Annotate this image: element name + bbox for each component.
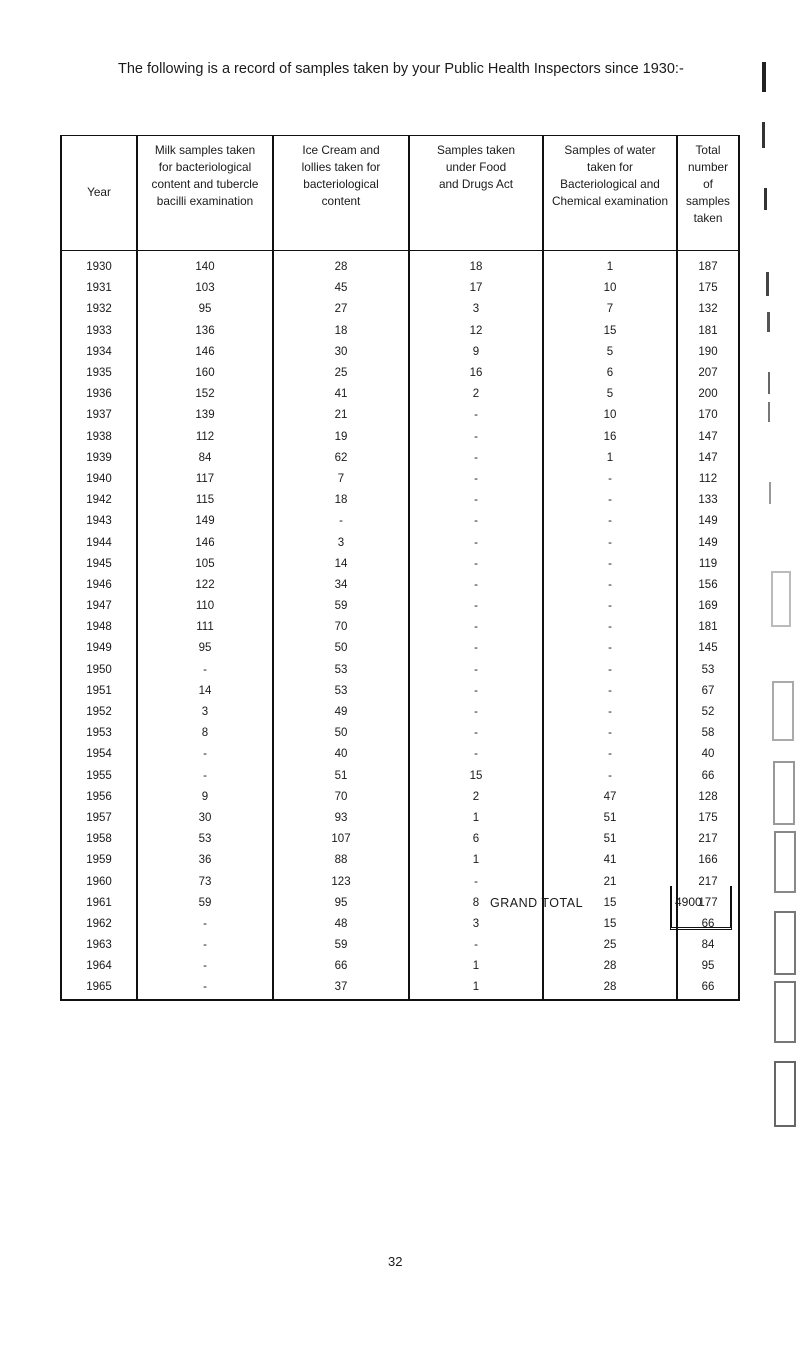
cell-milk: 36 (137, 850, 273, 871)
cell-total: 187 (677, 251, 739, 279)
cell-milk: 53 (137, 829, 273, 850)
header-milk (137, 136, 273, 251)
cell-milk: - (137, 766, 273, 787)
cell-year: 1963 (61, 935, 137, 956)
table-row (61, 660, 739, 681)
header-milk-line: content and tubercle (151, 177, 259, 191)
cell-water: 5 (543, 384, 677, 405)
table-row (61, 977, 739, 999)
table-row (61, 935, 739, 956)
cell-milk: 3 (137, 702, 273, 723)
cell-total: 175 (677, 278, 739, 299)
cell-food-drugs: - (409, 532, 543, 553)
cell-year: 1940 (61, 469, 137, 490)
cell-ice-cream: 7 (273, 469, 409, 490)
cell-total: 170 (677, 405, 739, 426)
cell-water: - (543, 744, 677, 765)
cell-total: 67 (677, 681, 739, 702)
table-row (61, 251, 739, 279)
cell-food-drugs: 12 (409, 321, 543, 342)
cell-total: 84 (677, 935, 739, 956)
cell-total: 112 (677, 469, 739, 490)
table-row (61, 744, 739, 765)
table-row (61, 448, 739, 469)
cell-year: 1938 (61, 427, 137, 448)
cell-year: 1955 (61, 766, 137, 787)
cell-year: 1945 (61, 554, 137, 575)
cell-water: - (543, 702, 677, 723)
cell-total: 40 (677, 744, 739, 765)
cell-milk: 149 (137, 511, 273, 532)
cell-water: 28 (543, 977, 677, 999)
cell-food-drugs: 1 (409, 956, 543, 977)
intro-text: The following is a record of samples taken by your Public Health Inspectors since 1930:- (118, 61, 684, 77)
cell-ice-cream: 30 (273, 342, 409, 363)
cell-ice-cream: 48 (273, 914, 409, 935)
table-row (61, 766, 739, 787)
cell-ice-cream: 27 (273, 299, 409, 320)
cell-food-drugs: - (409, 638, 543, 659)
cell-year: 1964 (61, 956, 137, 977)
cell-milk: 122 (137, 575, 273, 596)
cell-food-drugs: 17 (409, 278, 543, 299)
cell-ice-cream: 123 (273, 871, 409, 892)
header-ice-line: bacteriological (303, 177, 379, 191)
cell-water: 1 (543, 251, 677, 279)
cell-ice-cream: 88 (273, 850, 409, 871)
cell-water: 51 (543, 808, 677, 829)
table-row (61, 681, 739, 702)
cell-water: - (543, 469, 677, 490)
header-ice-line: lollies taken for (301, 160, 381, 174)
cell-water: - (543, 596, 677, 617)
cell-milk: 115 (137, 490, 273, 511)
grand-total-label: GRAND TOTAL (490, 896, 584, 910)
cell-milk: 8 (137, 723, 273, 744)
cell-food-drugs: - (409, 617, 543, 638)
cell-food-drugs: - (409, 596, 543, 617)
cell-total: 66 (677, 766, 739, 787)
header-total (677, 136, 739, 251)
cell-total: 149 (677, 511, 739, 532)
cell-year: 1948 (61, 617, 137, 638)
header-food-line: Samples taken (436, 143, 516, 157)
cell-food-drugs: 15 (409, 766, 543, 787)
header-ice-line: Ice Cream and (302, 143, 380, 157)
header-food-line: under Food (445, 160, 507, 174)
header-food-drugs (409, 136, 543, 251)
cell-food-drugs: - (409, 427, 543, 448)
cell-food-drugs: 2 (409, 384, 543, 405)
cell-ice-cream: 45 (273, 278, 409, 299)
cell-ice-cream: 62 (273, 448, 409, 469)
cell-year: 1950 (61, 660, 137, 681)
cell-water: - (543, 554, 677, 575)
header-ice-line: content (321, 194, 361, 208)
cell-milk: - (137, 977, 273, 999)
table-row (61, 617, 739, 638)
cell-year: 1947 (61, 596, 137, 617)
cell-ice-cream: 95 (273, 893, 409, 914)
cell-total: 181 (677, 321, 739, 342)
header-food-line: and Drugs Act (438, 177, 514, 191)
table-row (61, 723, 739, 744)
table-row (61, 808, 739, 829)
cell-milk: 112 (137, 427, 273, 448)
table-row (61, 469, 739, 490)
cell-milk: - (137, 935, 273, 956)
cell-ice-cream: 41 (273, 384, 409, 405)
cell-ice-cream: 40 (273, 744, 409, 765)
header-water-line: taken for (587, 160, 633, 174)
cell-milk: - (137, 660, 273, 681)
cell-total: 52 (677, 702, 739, 723)
grand-total-section (0, 886, 800, 936)
cell-water: 15 (543, 321, 677, 342)
cell-milk: 136 (137, 321, 273, 342)
cell-water: - (543, 766, 677, 787)
cell-total: 128 (677, 787, 739, 808)
cell-food-drugs: 6 (409, 829, 543, 850)
cell-ice-cream: 37 (273, 977, 409, 999)
table-row (61, 321, 739, 342)
cell-water: 51 (543, 829, 677, 850)
cell-ice-cream: 50 (273, 638, 409, 659)
cell-total: 181 (677, 617, 739, 638)
header-total-line: number (688, 160, 728, 174)
table-row (61, 299, 739, 320)
cell-water: 15 (543, 914, 677, 935)
cell-ice-cream: 107 (273, 829, 409, 850)
cell-ice-cream: 66 (273, 956, 409, 977)
header-water-line: Bacteriological and (560, 177, 660, 191)
cell-milk: 9 (137, 787, 273, 808)
cell-ice-cream: 14 (273, 554, 409, 575)
cell-food-drugs: - (409, 554, 543, 575)
cell-year: 1933 (61, 321, 137, 342)
cell-milk: 139 (137, 405, 273, 426)
table-row (61, 490, 739, 511)
cell-milk: 59 (137, 893, 273, 914)
cell-food-drugs: - (409, 575, 543, 596)
cell-milk: 146 (137, 342, 273, 363)
cell-milk: 14 (137, 681, 273, 702)
cell-milk: 140 (137, 251, 273, 279)
cell-total: 147 (677, 427, 739, 448)
cell-food-drugs: - (409, 871, 543, 892)
cell-water: 28 (543, 956, 677, 977)
table-row (61, 596, 739, 617)
cell-ice-cream: 93 (273, 808, 409, 829)
cell-year: 1965 (61, 977, 137, 999)
cell-year: 1937 (61, 405, 137, 426)
cell-water: - (543, 660, 677, 681)
table-row (61, 702, 739, 723)
cell-food-drugs: 1 (409, 808, 543, 829)
header-total-line: taken (693, 211, 723, 225)
cell-food-drugs: - (409, 935, 543, 956)
cell-ice-cream: 18 (273, 321, 409, 342)
cell-food-drugs: 18 (409, 251, 543, 279)
cell-milk: 160 (137, 363, 273, 384)
header-year: Year (61, 136, 137, 251)
cell-food-drugs: 16 (409, 363, 543, 384)
cell-ice-cream: 53 (273, 681, 409, 702)
cell-year: 1935 (61, 363, 137, 384)
cell-ice-cream: 34 (273, 575, 409, 596)
cell-water: 41 (543, 850, 677, 871)
cell-water: 10 (543, 405, 677, 426)
header-ice-cream (273, 136, 409, 251)
cell-food-drugs: - (409, 448, 543, 469)
cell-year: 1957 (61, 808, 137, 829)
cell-year: 1936 (61, 384, 137, 405)
cell-year: 1932 (61, 299, 137, 320)
table-row (61, 405, 739, 426)
cell-milk: 110 (137, 596, 273, 617)
table-row (61, 511, 739, 532)
header-total-line: Total (695, 143, 721, 157)
cell-year: 1939 (61, 448, 137, 469)
header-milk-line: Milk samples taken (154, 143, 256, 157)
cell-water: 21 (543, 871, 677, 892)
page-number: 32 (388, 1254, 403, 1269)
cell-ice-cream: 59 (273, 596, 409, 617)
cell-total: 53 (677, 660, 739, 681)
cell-total: 175 (677, 808, 739, 829)
cell-total: 217 (677, 829, 739, 850)
cell-total: 133 (677, 490, 739, 511)
cell-year: 1931 (61, 278, 137, 299)
cell-year: 1951 (61, 681, 137, 702)
cell-total: 66 (677, 914, 739, 935)
cell-total: 177 (677, 893, 739, 914)
cell-water: 5 (543, 342, 677, 363)
cell-water: - (543, 723, 677, 744)
cell-year: 1954 (61, 744, 137, 765)
cell-water: - (543, 617, 677, 638)
cell-milk: 105 (137, 554, 273, 575)
cell-total: 200 (677, 384, 739, 405)
cell-food-drugs: 1 (409, 977, 543, 999)
cell-milk: 73 (137, 871, 273, 892)
cell-total: 145 (677, 638, 739, 659)
page-edge-shadow (760, 60, 800, 1360)
cell-milk: - (137, 914, 273, 935)
table-row (61, 850, 739, 871)
cell-year: 1934 (61, 342, 137, 363)
header-water-line: Samples of water (564, 143, 656, 157)
cell-total: 156 (677, 575, 739, 596)
header-milk-line: for bacteriological (158, 160, 252, 174)
cell-milk: - (137, 956, 273, 977)
cell-ice-cream: 21 (273, 405, 409, 426)
cell-year: 1944 (61, 532, 137, 553)
cell-year: 1961 (61, 893, 137, 914)
cell-total: 147 (677, 448, 739, 469)
cell-milk: 95 (137, 299, 273, 320)
samples-table (60, 135, 740, 1001)
table-row (61, 384, 739, 405)
cell-water: 6 (543, 363, 677, 384)
table-row (61, 363, 739, 384)
cell-year: 1953 (61, 723, 137, 744)
table-row (61, 829, 739, 850)
cell-total: 132 (677, 299, 739, 320)
cell-water: - (543, 638, 677, 659)
cell-milk: 30 (137, 808, 273, 829)
header-water (543, 136, 677, 251)
cell-year: 1930 (61, 251, 137, 279)
cell-ice-cream: 50 (273, 723, 409, 744)
cell-food-drugs: 8 (409, 893, 543, 914)
cell-food-drugs: - (409, 681, 543, 702)
cell-water: 47 (543, 787, 677, 808)
cell-water: - (543, 532, 677, 553)
cell-food-drugs: - (409, 702, 543, 723)
cell-water: - (543, 681, 677, 702)
cell-ice-cream: 3 (273, 532, 409, 553)
cell-water: 1 (543, 448, 677, 469)
cell-water: 16 (543, 427, 677, 448)
cell-food-drugs: 1 (409, 850, 543, 871)
cell-ice-cream: 28 (273, 251, 409, 279)
cell-total: 95 (677, 956, 739, 977)
cell-milk: - (137, 744, 273, 765)
cell-water: 25 (543, 935, 677, 956)
cell-total: 58 (677, 723, 739, 744)
table-row (61, 638, 739, 659)
cell-year: 1962 (61, 914, 137, 935)
cell-ice-cream: 49 (273, 702, 409, 723)
table-row (61, 278, 739, 299)
table-row (61, 532, 739, 553)
cell-total: 207 (677, 363, 739, 384)
cell-water: - (543, 490, 677, 511)
cell-milk: 84 (137, 448, 273, 469)
cell-food-drugs: 9 (409, 342, 543, 363)
cell-ice-cream: 59 (273, 935, 409, 956)
cell-food-drugs: - (409, 660, 543, 681)
cell-ice-cream: - (273, 511, 409, 532)
cell-water: - (543, 511, 677, 532)
header-total-line: samples (686, 194, 730, 208)
cell-food-drugs: - (409, 405, 543, 426)
cell-total: 119 (677, 554, 739, 575)
cell-milk: 95 (137, 638, 273, 659)
samples-table-container (60, 135, 740, 1001)
cell-total: 149 (677, 532, 739, 553)
cell-food-drugs: - (409, 490, 543, 511)
cell-ice-cream: 18 (273, 490, 409, 511)
cell-milk: 103 (137, 278, 273, 299)
cell-year: 1942 (61, 490, 137, 511)
cell-year: 1952 (61, 702, 137, 723)
table-row (61, 554, 739, 575)
cell-year: 1959 (61, 850, 137, 871)
cell-year: 1958 (61, 829, 137, 850)
cell-milk: 111 (137, 617, 273, 638)
cell-ice-cream: 51 (273, 766, 409, 787)
cell-food-drugs: - (409, 469, 543, 490)
cell-water: 7 (543, 299, 677, 320)
table-row (61, 575, 739, 596)
cell-water: 10 (543, 278, 677, 299)
cell-ice-cream: 25 (273, 363, 409, 384)
cell-milk: 146 (137, 532, 273, 553)
cell-year: 1956 (61, 787, 137, 808)
cell-total: 66 (677, 977, 739, 999)
cell-food-drugs: 2 (409, 787, 543, 808)
cell-food-drugs: - (409, 723, 543, 744)
cell-total: 169 (677, 596, 739, 617)
cell-year: 1946 (61, 575, 137, 596)
cell-year: 1960 (61, 871, 137, 892)
table-row (61, 427, 739, 448)
cell-year: 1949 (61, 638, 137, 659)
cell-milk: 117 (137, 469, 273, 490)
cell-food-drugs: 3 (409, 299, 543, 320)
cell-ice-cream: 19 (273, 427, 409, 448)
cell-water: - (543, 575, 677, 596)
cell-milk: 152 (137, 384, 273, 405)
cell-food-drugs: 3 (409, 914, 543, 935)
cell-ice-cream: 70 (273, 617, 409, 638)
cell-total: 166 (677, 850, 739, 871)
cell-year: 1943 (61, 511, 137, 532)
header-water-line: Chemical examination (551, 194, 669, 208)
cell-ice-cream: 70 (273, 787, 409, 808)
header-milk-line: bacilli examination (156, 194, 254, 208)
table-row (61, 956, 739, 977)
cell-food-drugs: - (409, 511, 543, 532)
grand-total-value: 4900 (670, 886, 732, 930)
cell-total: 217 (677, 871, 739, 892)
table-row (61, 787, 739, 808)
header-row (61, 136, 739, 251)
header-total-line: of (703, 177, 713, 191)
cell-food-drugs: - (409, 744, 543, 765)
cell-water: 15 (543, 893, 677, 914)
cell-ice-cream: 53 (273, 660, 409, 681)
table-row (61, 342, 739, 363)
cell-total: 190 (677, 342, 739, 363)
